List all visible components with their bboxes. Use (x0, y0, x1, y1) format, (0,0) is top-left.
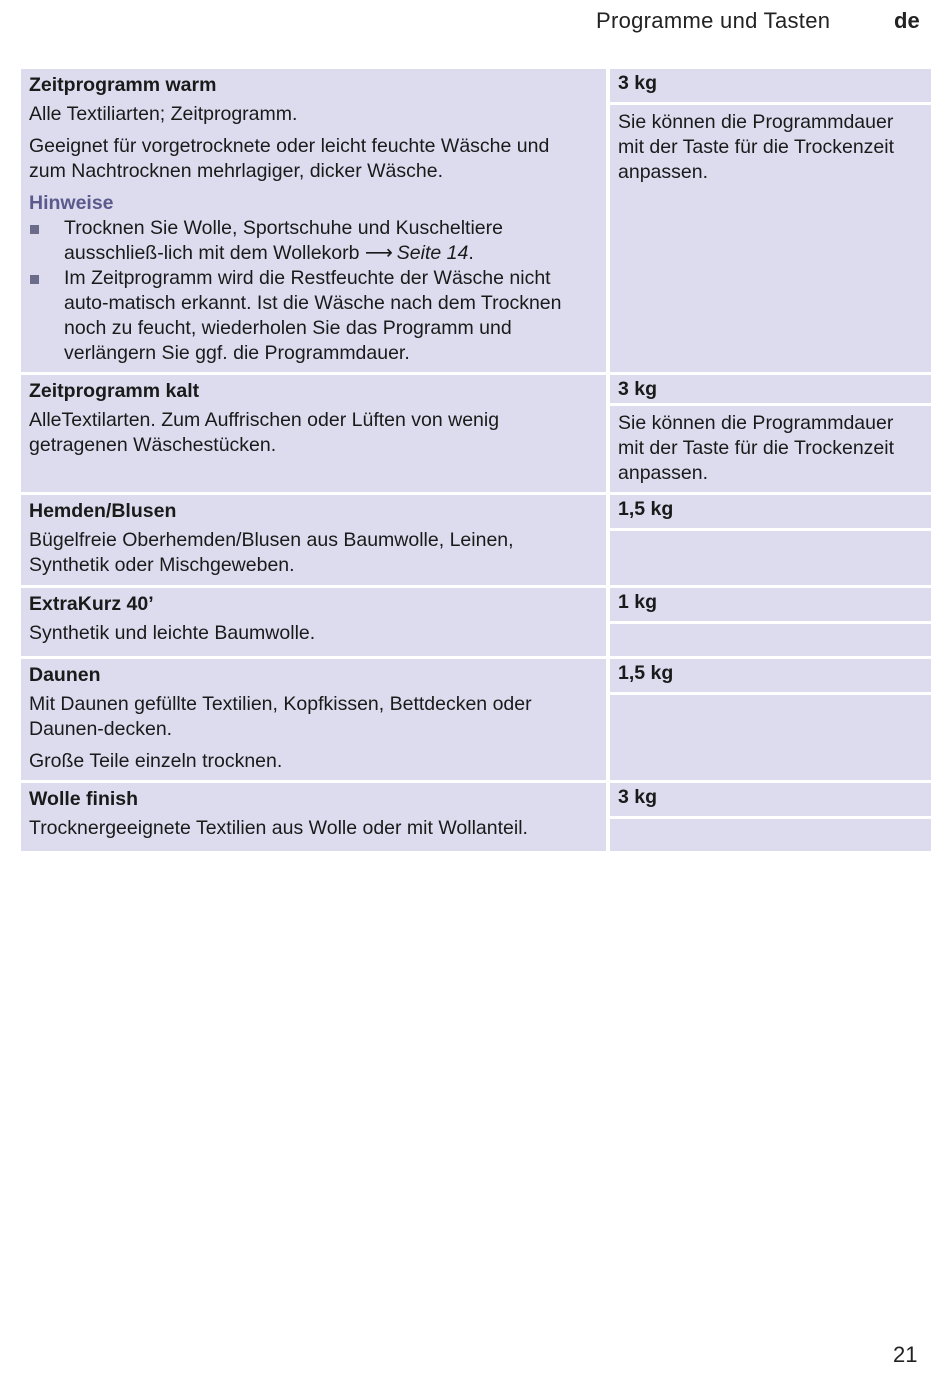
page-number: 21 (893, 1342, 918, 1367)
program-note (610, 624, 931, 656)
program-text: Bügelfreie Oberhemden/Blusen aus Baumwolle, Leinen, Synthetik oder Mischgeweben. (29, 529, 514, 576)
program-row (21, 69, 931, 372)
program-load-cell (610, 659, 931, 780)
program-text (29, 134, 589, 184)
hint-text-tail: . (468, 242, 474, 264)
program-name: ExtraKurz 40’ (29, 593, 154, 615)
page-header-title: Programme und Tasten (596, 8, 831, 33)
program-note: Sie können die Programmdauer mit der Taste für die Trockenzeit anpassen. (610, 406, 931, 492)
program-text: Mit Daunen gefüllte Textilien, Kopfkissen, Bettdecken oder Daunen-decken. (29, 693, 532, 740)
bullet-square-icon (29, 216, 64, 266)
program-note: Sie können die Programmdauer mit der Taste für die Trockenzeit anpassen. (610, 105, 931, 372)
program-name: Wolle finish (29, 788, 139, 810)
program-row (21, 588, 931, 656)
bullet-square-icon (29, 266, 64, 366)
program-text: Synthetik und leichte Baumwolle. (29, 622, 316, 644)
program-description-cell (21, 588, 606, 656)
program-text: Trocknergeeignete Textilien aus Wolle oder mit Wollanteil. (29, 817, 528, 839)
program-note (610, 695, 931, 780)
program-text: AlleTextilarten. Zum Auffrischen oder Lüften von wenig getragenen Wäschestücken. (29, 409, 500, 456)
hint-item (29, 266, 602, 366)
program-description-cell (21, 495, 606, 585)
program-description-cell (21, 659, 606, 780)
program-name: Daunen (29, 664, 101, 686)
max-load: 3 kg (610, 375, 931, 403)
program-row (21, 659, 931, 780)
program-description-cell (21, 69, 606, 372)
program-row (21, 375, 931, 492)
program-name: Zeitprogramm kalt (29, 380, 200, 402)
program-note (610, 531, 931, 585)
program-name: Hemden/Blusen (29, 500, 177, 522)
max-load: 1,5 kg (610, 659, 931, 692)
arrow-right-icon: ⟶ (364, 242, 393, 264)
program-load-cell (610, 588, 931, 656)
program-load-cell (610, 495, 931, 585)
program-text-line: Geeignet für vorgetrocknete oder leicht feuchte Wäsche und zum Nachtrocknen mehrlagiger, dicker Wäsche. (29, 135, 550, 182)
program-text: Große Teile einzeln trocknen. (29, 750, 283, 772)
program-description-cell (21, 375, 606, 492)
hint-text (64, 216, 599, 266)
max-load: 1 kg (610, 588, 931, 621)
program-load-cell (610, 375, 931, 492)
language-code: de (894, 8, 920, 33)
max-load: 3 kg (610, 69, 931, 102)
program-table (21, 69, 931, 854)
max-load: 3 kg (610, 783, 931, 816)
max-load: 1,5 kg (610, 495, 931, 528)
program-load-cell (610, 69, 931, 372)
program-note (610, 819, 931, 851)
program-row (21, 783, 931, 851)
program-text: Alle Textiliarten; Zeitprogramm. (29, 103, 298, 125)
hint-item (29, 216, 602, 266)
page-reference-link[interactable]: Seite 14 (396, 242, 469, 264)
hints-title: Hinweise (29, 192, 114, 214)
program-row (21, 495, 931, 585)
program-description-cell (21, 783, 606, 851)
hint-text-body: Trocknen Sie Wolle, Sportschuhe und Kuscheltiere ausschließ-lich mit dem Wollekorb (64, 217, 503, 264)
program-load-cell (610, 783, 931, 851)
program-name: Zeitprogramm warm (29, 74, 217, 96)
hint-text: Im Zeitprogramm wird die Restfeuchte der Wäsche nicht auto-matisch erkannt. Ist die Wäsche nach dem Trocknen noch zu feucht, wiederholen Sie das Programm und verlängern Sie ggf. die Programmdauer. (64, 267, 562, 364)
